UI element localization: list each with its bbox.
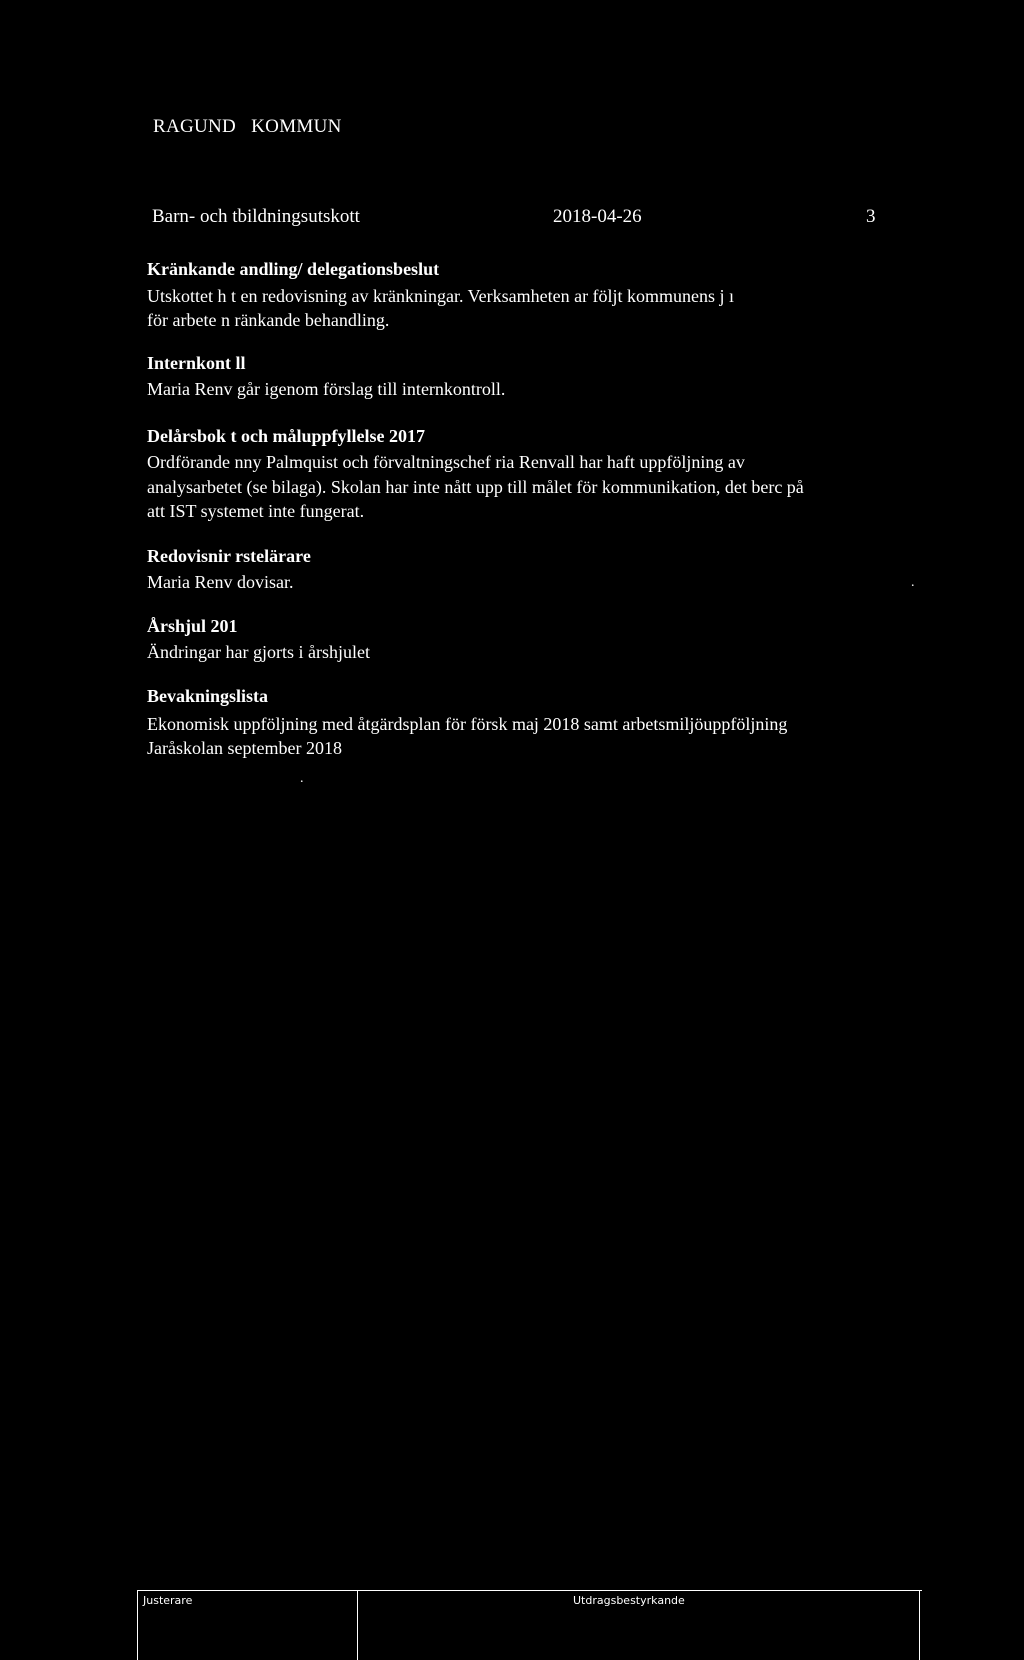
section-text-line: Maria Renv dovisar. <box>147 572 294 592</box>
meeting-date: 2018-04-26 <box>553 206 642 227</box>
page-number: 3 <box>866 206 876 227</box>
signature-box-top-border <box>137 1590 922 1591</box>
signature-box-divider <box>357 1590 358 1660</box>
section-text-line: analysarbetet (se bilaga). Skolan har inte nått upp till målet för kommunikation, det berc på <box>147 477 804 497</box>
signature-box <box>137 1590 922 1660</box>
signature-box-right-border <box>919 1590 920 1660</box>
speck-mark: . <box>911 575 915 590</box>
section-title-bevakningslista: Bevakningslista <box>147 686 269 706</box>
section-text-line: Ändringar har gjorts i årshjulet <box>147 642 370 662</box>
section-title-internkontroll: Internkont ll <box>147 353 246 373</box>
organization-name-part2: KOMMUN <box>251 116 342 137</box>
section-text-line: Maria Renv går igenom förslag till internkontroll. <box>147 379 506 399</box>
speck-mark: . <box>300 771 304 786</box>
section-title-redovisning: Redovisnir rstelärare <box>147 546 311 566</box>
section-text-line: Ekonomisk uppföljning med åtgärdsplan för försk maj 2018 samt arbetsmiljöuppföljning <box>147 714 788 734</box>
signature-box-left-border <box>137 1590 138 1660</box>
section-title-krankande: Kränkande andling/ delegationsbeslut <box>147 259 440 279</box>
section-text-line: att IST systemet inte fungerat. <box>147 501 365 521</box>
organization-name <box>153 116 352 138</box>
section-text-line: för arbete n ränkande behandling. <box>147 310 390 330</box>
section-title-arshjul: Årshjul 201 <box>147 616 238 636</box>
section-title-delarsbokslut: Delårsbok t och måluppfyllelse 2017 <box>147 426 426 446</box>
section-text-line: Jaråskolan september 2018 <box>147 738 342 758</box>
committee-name: Barn- och tbildningsutskott <box>152 206 360 227</box>
section-text-line: Utskottet h t en redovisning av kränkningar. Verksamheten ar följt kommunens j ı <box>147 286 735 306</box>
justerare-label: Justerare <box>143 1594 193 1607</box>
utdragsbestyrkande-label: Utdragsbestyrkande <box>573 1594 685 1607</box>
section-text-line: Ordförande nny Palmquist och förvaltningschef ria Renvall har haft uppföljning av <box>147 452 745 472</box>
organization-name-part1: RAGUND <box>153 116 237 137</box>
